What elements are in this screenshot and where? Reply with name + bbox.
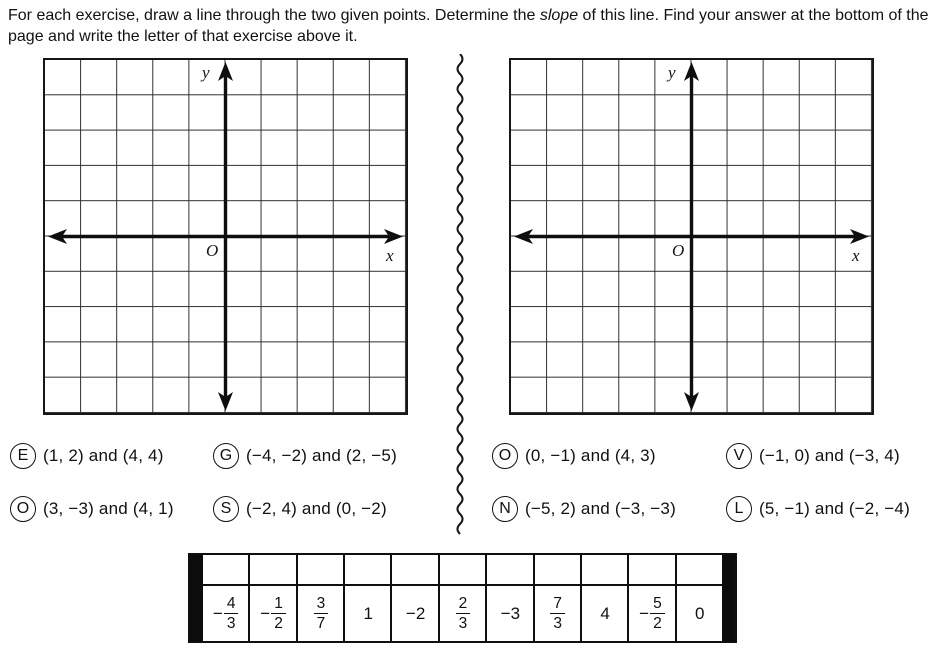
exercise-n (492, 495, 676, 522)
answer-blank-cell (203, 555, 248, 586)
exercise-l (726, 495, 910, 522)
answer-column (203, 555, 250, 641)
coordinate-grid-right (509, 58, 874, 415)
answer-blank-cell (250, 555, 295, 586)
answer-blank-cell (629, 555, 674, 586)
exercise-letter-circle: E (10, 443, 36, 469)
exercise-g (213, 442, 397, 469)
exercise-points: (−2, 4) and (0, −2) (246, 498, 387, 518)
answer-column (582, 555, 629, 641)
instructions (8, 5, 942, 47)
answer-column (298, 555, 345, 641)
exercise-points: (1, 2) and (4, 4) (43, 445, 164, 465)
answer-value-cell: 0 (695, 603, 705, 623)
squiggle-path (458, 54, 463, 534)
answer-value-cell: − $\frac{4}{3}$ (203, 586, 248, 641)
exercise-o-right (492, 442, 656, 469)
fraction: $\frac{5}{2}$ (650, 595, 665, 631)
origin-label: O (672, 241, 685, 260)
instructions-part2: of this line. Find your answer at the bottom of the page and write the letter of that exercise above it. (8, 7, 929, 46)
answer-value-cell: −2 (405, 603, 426, 623)
answer-blank-cell (487, 555, 532, 586)
origin-label: O (206, 241, 219, 260)
exercise-letter-circle: O (492, 443, 518, 469)
answer-blank-cell (298, 555, 343, 586)
exercise-letter-circle: G (213, 443, 239, 469)
answer-value-cell (535, 586, 580, 641)
answer-blank-cell (535, 555, 580, 586)
fraction: $\frac{1}{2}$ (271, 595, 286, 631)
exercise-s (213, 495, 387, 522)
x-axis-label: x (386, 246, 394, 265)
answer-value-cell: 4 (600, 603, 610, 623)
exercise-points: (−4, −2) and (2, −5) (246, 445, 397, 465)
answer-value-cell (440, 586, 485, 641)
exercise-points: (3, −3) and (4, 1) (43, 498, 174, 518)
answer-blank-cell (392, 555, 437, 586)
y-axis-label: y (202, 63, 210, 82)
y-axis-label: y (668, 63, 676, 82)
answer-blank-cell (677, 555, 722, 586)
exercise-points: (0, −1) and (4, 3) (525, 445, 656, 465)
answer-column (345, 555, 392, 641)
answer-blank-cell (345, 555, 390, 586)
exercise-letter-circle: L (726, 496, 752, 522)
exercise-v (726, 442, 900, 469)
strip-right-bar (722, 555, 735, 641)
x-axis-label: x (852, 246, 860, 265)
instructions-part1: For each exercise, draw a line through the two given points. Determine the (8, 7, 540, 24)
answer-blank-cell (582, 555, 627, 586)
answer-strip-columns (203, 555, 722, 641)
answer-value-cell: − $\frac{1}{2}$ (250, 586, 295, 641)
answer-value-cell: −3 (500, 603, 521, 623)
answer-strip (188, 553, 737, 643)
answer-value-cell: − $\frac{5}{2}$ (629, 586, 674, 641)
answer-column (629, 555, 676, 641)
axes-right (511, 60, 872, 413)
answer-column (392, 555, 439, 641)
exercise-letter-circle: N (492, 496, 518, 522)
exercise-letter-circle: O (10, 496, 36, 522)
fraction: $\frac{4}{3}$ (224, 595, 239, 631)
fraction: $\frac{7}{3}$ (550, 595, 565, 631)
exercise-o-left (10, 495, 174, 522)
answer-column (677, 555, 722, 641)
fraction: $\frac{3}{7}$ (314, 595, 329, 631)
axes-left (45, 60, 406, 413)
exercise-points: (5, −1) and (−2, −4) (759, 498, 910, 518)
answer-blank-cell (440, 555, 485, 586)
exercise-points: (−5, 2) and (−3, −3) (525, 498, 676, 518)
answer-column (535, 555, 582, 641)
answer-column (250, 555, 297, 641)
exercise-e (10, 442, 164, 469)
answer-value-cell: 1 (363, 603, 373, 623)
coordinate-grid-left (43, 58, 408, 415)
exercise-letter-circle: V (726, 443, 752, 469)
answer-column (487, 555, 534, 641)
exercise-points: (−1, 0) and (−3, 4) (759, 445, 900, 465)
strip-left-bar (190, 555, 203, 641)
exercise-letter-circle: S (213, 496, 239, 522)
fraction: $\frac{2}{3}$ (456, 595, 471, 631)
squiggle-divider (453, 54, 467, 536)
answer-column (440, 555, 487, 641)
answer-value-cell (298, 586, 343, 641)
instructions-emphasis: slope (539, 7, 579, 24)
